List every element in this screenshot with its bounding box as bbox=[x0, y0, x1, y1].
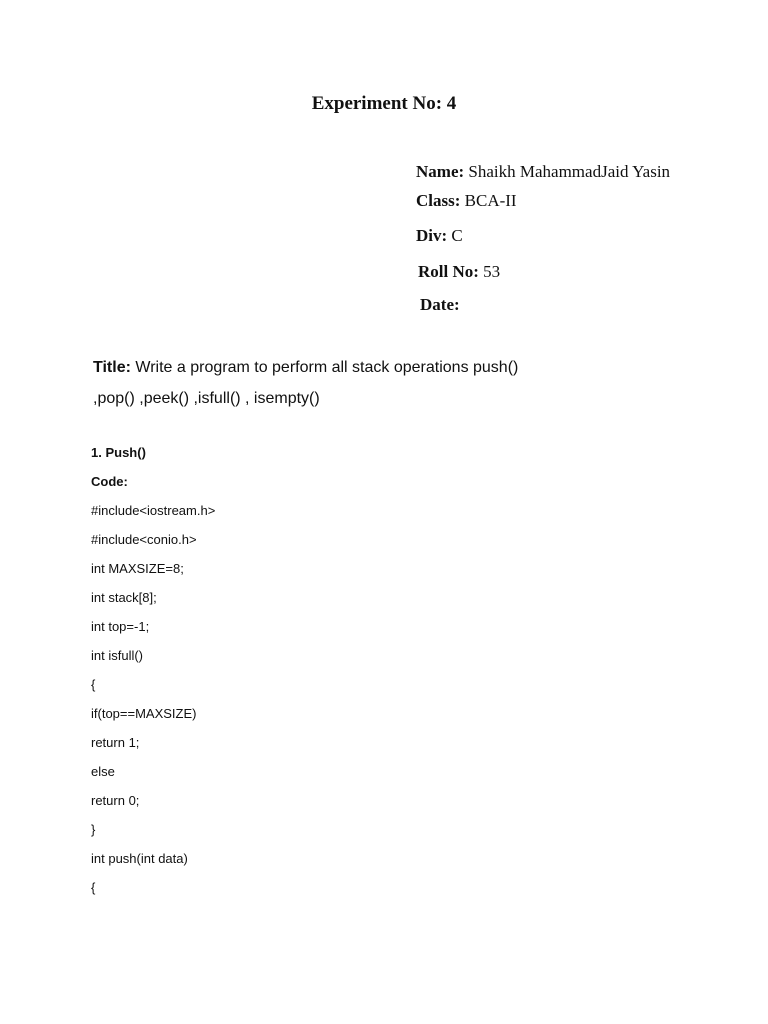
code-line: return 0; bbox=[91, 793, 140, 808]
code-line: int MAXSIZE=8; bbox=[91, 561, 184, 576]
code-line: } bbox=[91, 822, 96, 837]
code-line: int stack[8]; bbox=[91, 590, 157, 605]
class-value: BCA-II bbox=[464, 191, 517, 210]
date-label: Date: bbox=[420, 295, 460, 314]
roll-label: Roll No: bbox=[418, 262, 479, 281]
roll-value: 53 bbox=[483, 262, 501, 281]
title-text: Write a program to perform all stack operations push() bbox=[135, 359, 519, 376]
code-line: else bbox=[91, 764, 115, 779]
student-name bbox=[416, 162, 670, 182]
code-line: if(top==MAXSIZE) bbox=[91, 706, 197, 721]
experiment-heading: Experiment No: 4 bbox=[311, 93, 457, 114]
title-label: Title: bbox=[93, 359, 131, 376]
code-line: { bbox=[91, 677, 96, 692]
div-label: Div: bbox=[416, 226, 448, 245]
code-label: Code: bbox=[91, 474, 128, 489]
code-line: return 1; bbox=[91, 735, 140, 750]
code-line: int top=-1; bbox=[91, 619, 150, 634]
code-line: { bbox=[91, 880, 96, 895]
class-label: Class: bbox=[416, 191, 461, 210]
section-heading: 1. Push() bbox=[91, 445, 146, 460]
code-line: int isfull() bbox=[91, 648, 144, 663]
code-line: int push(int data) bbox=[91, 851, 188, 866]
div-value: C bbox=[451, 226, 463, 245]
student-date bbox=[420, 295, 460, 315]
code-line: #include<conio.h> bbox=[91, 532, 197, 547]
title-line-1 bbox=[93, 359, 518, 377]
code-line: #include<iostream.h> bbox=[91, 503, 216, 518]
name-label: Name: bbox=[416, 162, 465, 181]
title-line-2: ,pop() ,peek() ,isfull() , isempty() bbox=[93, 390, 320, 407]
name-value: Shaikh MahammadJaid Yasin bbox=[468, 162, 671, 181]
student-div bbox=[416, 226, 463, 246]
student-class bbox=[416, 191, 517, 211]
student-roll bbox=[418, 262, 500, 282]
